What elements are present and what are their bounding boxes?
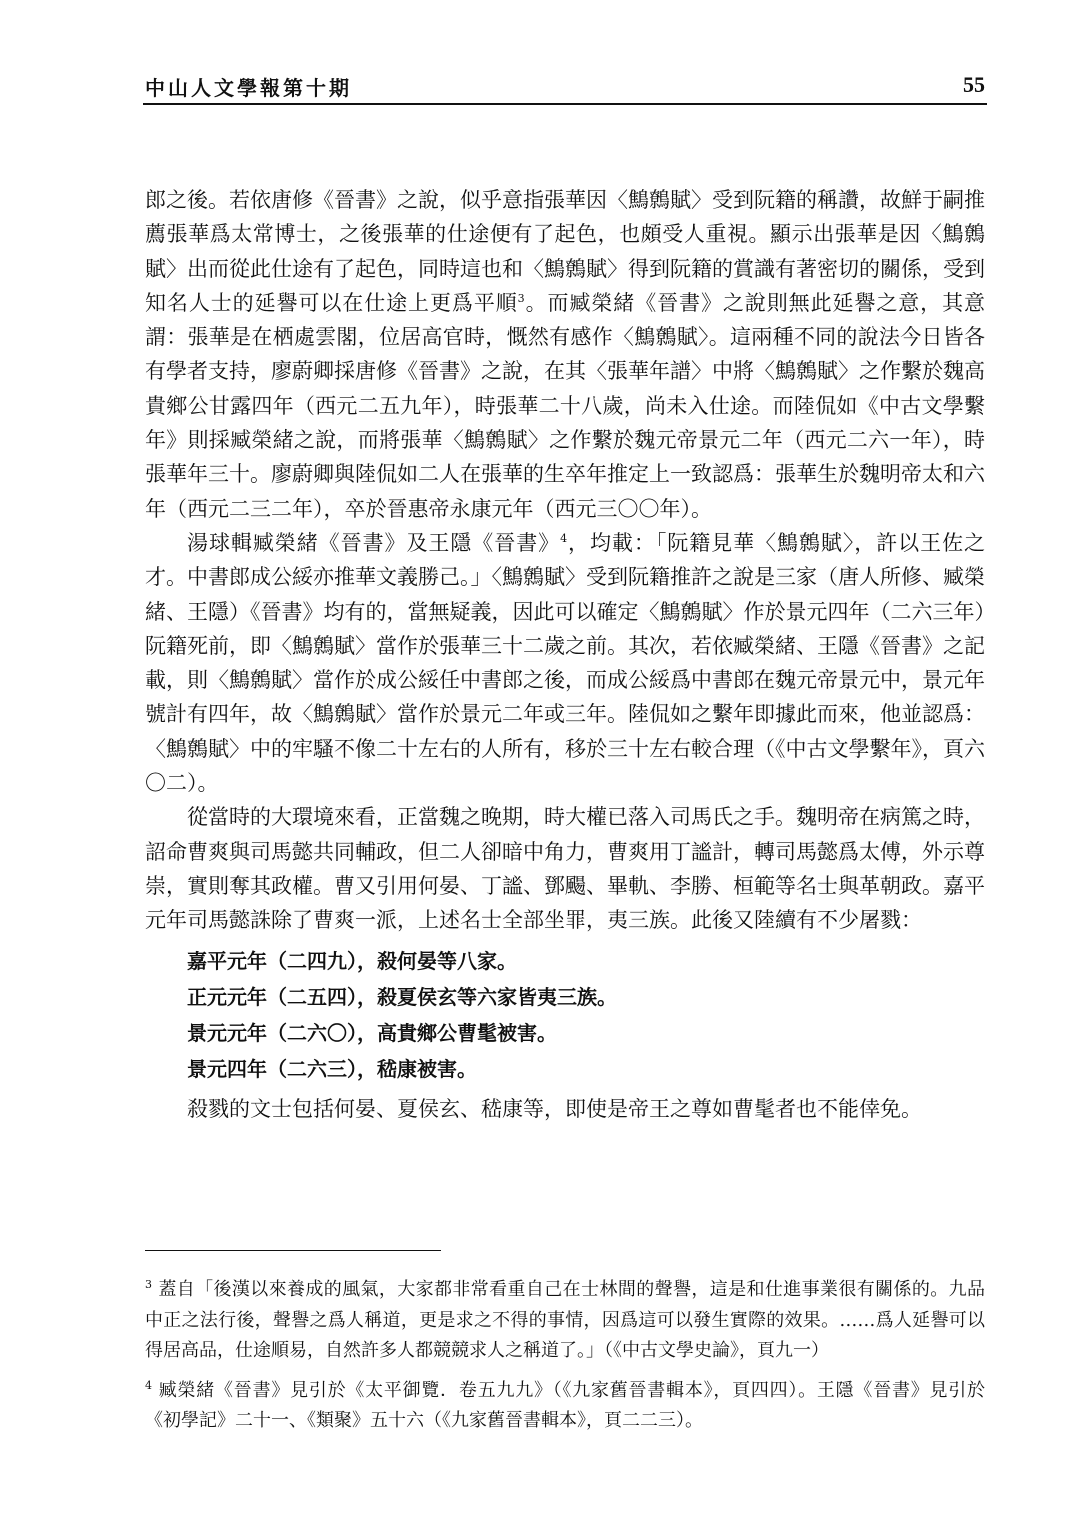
list-item: 嘉平元年（二四九），殺何晏等八家。: [187, 948, 517, 973]
journal-title: 中山人文學報第十期: [145, 76, 352, 100]
list-item: 正元元年（二五四），殺夏侯玄等六家皆夷三族。: [187, 984, 617, 1009]
paragraph: 殺戮的文士包括何晏、夏侯玄、嵇康等，即使是帝王之尊如曹髦者也不能倖免。: [187, 1096, 922, 1121]
paragraph-text: 湯球輯臧榮緒《晉書》及王隱《晉書》: [187, 530, 561, 555]
list-item: 景元元年（二六〇），高貴鄉公曹髦被害。: [187, 1020, 557, 1045]
paragraph: [145, 526, 985, 800]
footnote-3: [145, 1270, 985, 1367]
footnotes: [145, 1270, 985, 1441]
footnote-4: [145, 1371, 985, 1437]
paragraph: [145, 183, 985, 526]
list-item: 景元四年（二六三），嵇康被害。: [187, 1056, 477, 1081]
header-rule: [143, 103, 987, 105]
paragraph: 從當時的大環境來看，正當魏之晚期，時大權已落入司馬氏之手。魏明帝在病篤之時，詔命曹爽與司馬懿共同輔政，但二人卻暗中角力，曹爽用丁謐計，轉司馬懿爲太傅，外示尊崇，實則奪其政權。曹又引用何晏、丁謐、鄧颺、畢軌、李勝、桓範等名士與革朝政。嘉平元年司馬懿誅除了曹爽一派，上述名士全部坐罪，夷三族。此後又陸續有不少屠戮：: [145, 805, 985, 933]
page-number: 55: [963, 72, 985, 97]
footnote-mark: 3: [145, 1278, 152, 1291]
footnote-text: 臧榮緒《晉書》見引於《太平御覽．卷五九九》（《九家舊晉書輯本》，頁四四）。王隱《晉書》見引於《初學記》二十一、《類聚》五十六（《九家舊晉書輯本》，頁二二三）。: [145, 1379, 985, 1431]
paragraph-text: 。而臧榮緒《晉書》之說則無此延譽之意，其意謂：張華是在栖處雲閣，位居高官時，慨然有感作〈鷦鷯賦〉。這兩種不同的說法今日皆各有學者支持，廖蔚卿採唐修《晉書》之說，在其〈張華年譜〉中將〈鷦鷯賦〉之作繫於魏高貴鄉公甘露四年（西元二五九年），時張華二十八歲，尚未入仕途。而陸侃如《中古文學繫年》則採臧榮緒之說，而將張華〈鷦鷯賦〉之作繫於魏元帝景元二年（西元二六一年），時張華年三十。廖蔚卿與陸侃如二人在張華的生卒年推定上一致認爲：張華生於魏明帝太和六年（西元二三二年），卒於晉惠帝永康元年（西元三〇〇年）。: [145, 290, 986, 521]
footnote-text: 蓋自「後漢以來養成的風氣，大家都非常看重自己在士林間的聲譽，這是和仕進事業很有關係的。九品中正之法行後，聲譽之爲人稱道，更是求之不得的事情，因爲這可以發生實際的效果。……爲人延譽可以得居高品，仕途順易，自然許多人都競競求人之稱道了。」（《中古文學史論》，頁九一）: [145, 1279, 985, 1361]
main-text: [145, 183, 985, 1126]
massacre-list: [145, 943, 985, 1087]
paragraph-text: 郎之後。若依唐修《晉書》之說，似乎意指張華因〈鷦鷯賦〉受到阮籍的稱讚，故鮮于嗣推薦張華爲太常博士，之後張華的仕途便有了起色，也頗受人重視。顯示出張華是因〈鷦鷯賦〉出而從此仕途有了起色，同時這也和〈鷦鷯賦〉得到阮籍的賞識有著密切的關係，受到知名人士的延譽可以在仕途上更爲平順: [145, 188, 985, 315]
footnote-ref-3[interactable]: 3: [517, 291, 525, 305]
paragraph-text: ，均載：「阮籍見華〈鷦鷯賦〉，許以王佐之才。中書郎成公綏亦推華文義勝己。」〈鷦鷯賦〉受到阮籍推許之說是三家（唐人所修、臧榮緒、王隱）《晉書》均有的，當無疑義，因此可以確定〈鷦鷯賦〉作於景元四年（二六三年）阮籍死前，即〈鷦鷯賦〉當作於張華三十二歲之前。其次，若依臧榮緒、王隱《晉書》之記載，則〈鷦鷯賦〉當作於成公綏任中書郎之後，而成公綏爲中書郎在魏元帝景元中，景元年號計有四年，故〈鷦鷯賦〉當作於景元二年或三年。陸侃如之繫年即據此而來，他並認爲：〈鷦鷯賦〉中的牢騷不像二十左右的人所有，移於三十左右較合理（《中古文學繫年》，頁六〇二）。: [145, 530, 986, 796]
footnote-rule: [145, 1250, 441, 1251]
running-header: [145, 72, 985, 106]
footnote-ref-4[interactable]: 4: [560, 531, 568, 545]
footnote-mark: 4: [145, 1378, 152, 1392]
